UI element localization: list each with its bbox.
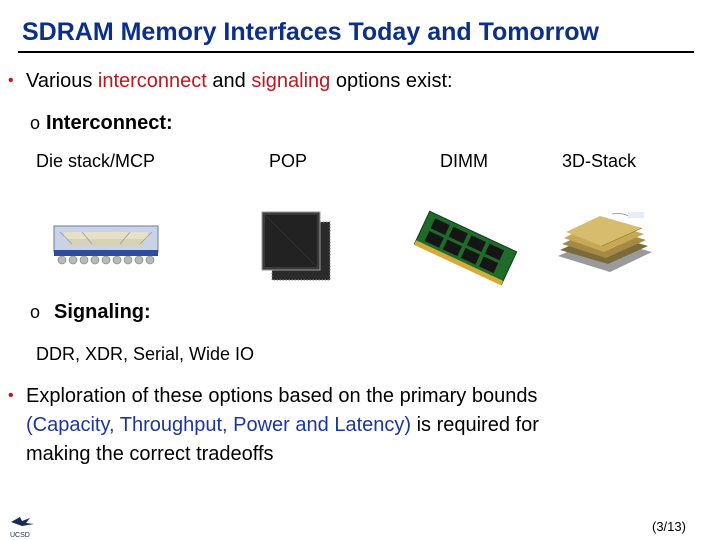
signaling-options-text: DDR, XDR, Serial, Wide IO — [36, 344, 255, 364]
circle-bullet-icon: o — [30, 302, 41, 322]
label-dimm: DIMM — [440, 151, 488, 171]
bullet1-prefix: Various — [26, 70, 98, 92]
die-stack-mcp-photo — [52, 222, 162, 270]
logo-text: UCSD — [10, 532, 30, 538]
bullet3-line1: Exploration of these options based on the primary bounds — [26, 385, 538, 407]
bullet1-highlight-signaling: signaling — [251, 70, 331, 92]
circle-bullet-icon: o — [30, 113, 41, 133]
interconnect-heading: Interconnect: — [46, 112, 173, 134]
slide-title: SDRAM Memory Interfaces Today and Tomorrow — [22, 18, 599, 46]
bullet1-highlight-interconnect: interconnect — [97, 70, 207, 92]
ucsd-logo — [8, 514, 38, 538]
label-die-stack-mcp: Die stack/MCP — [36, 151, 156, 171]
bullet-exploration — [8, 381, 688, 469]
bullet-options — [8, 66, 453, 96]
bullet-dot-icon: • — [8, 72, 14, 89]
bullet3-highlight-bounds: (Capacity, Throughput, Power and Latency) — [26, 414, 412, 436]
bullet3-line2-rest: is required for — [411, 414, 539, 436]
label-pop: POP — [269, 151, 308, 171]
label-3d-stack: 3D-Stack — [562, 151, 637, 171]
bullet-dot-icon: • — [8, 387, 14, 404]
sub-bullet-interconnect — [30, 112, 173, 135]
3d-stack-photo — [552, 210, 654, 276]
page-number: (3/13) — [652, 519, 686, 534]
sub-bullet-signaling — [30, 301, 151, 324]
pop-package-photo — [258, 210, 334, 282]
signaling-heading: Signaling: — [54, 301, 151, 323]
dimm-module-photo — [414, 208, 518, 286]
title-divider — [18, 51, 694, 53]
bullet1-suffix: options exist: — [330, 70, 453, 92]
bullet1-mid: and — [206, 70, 252, 92]
bullet3-line3: making the correct tradeoffs — [26, 443, 274, 465]
